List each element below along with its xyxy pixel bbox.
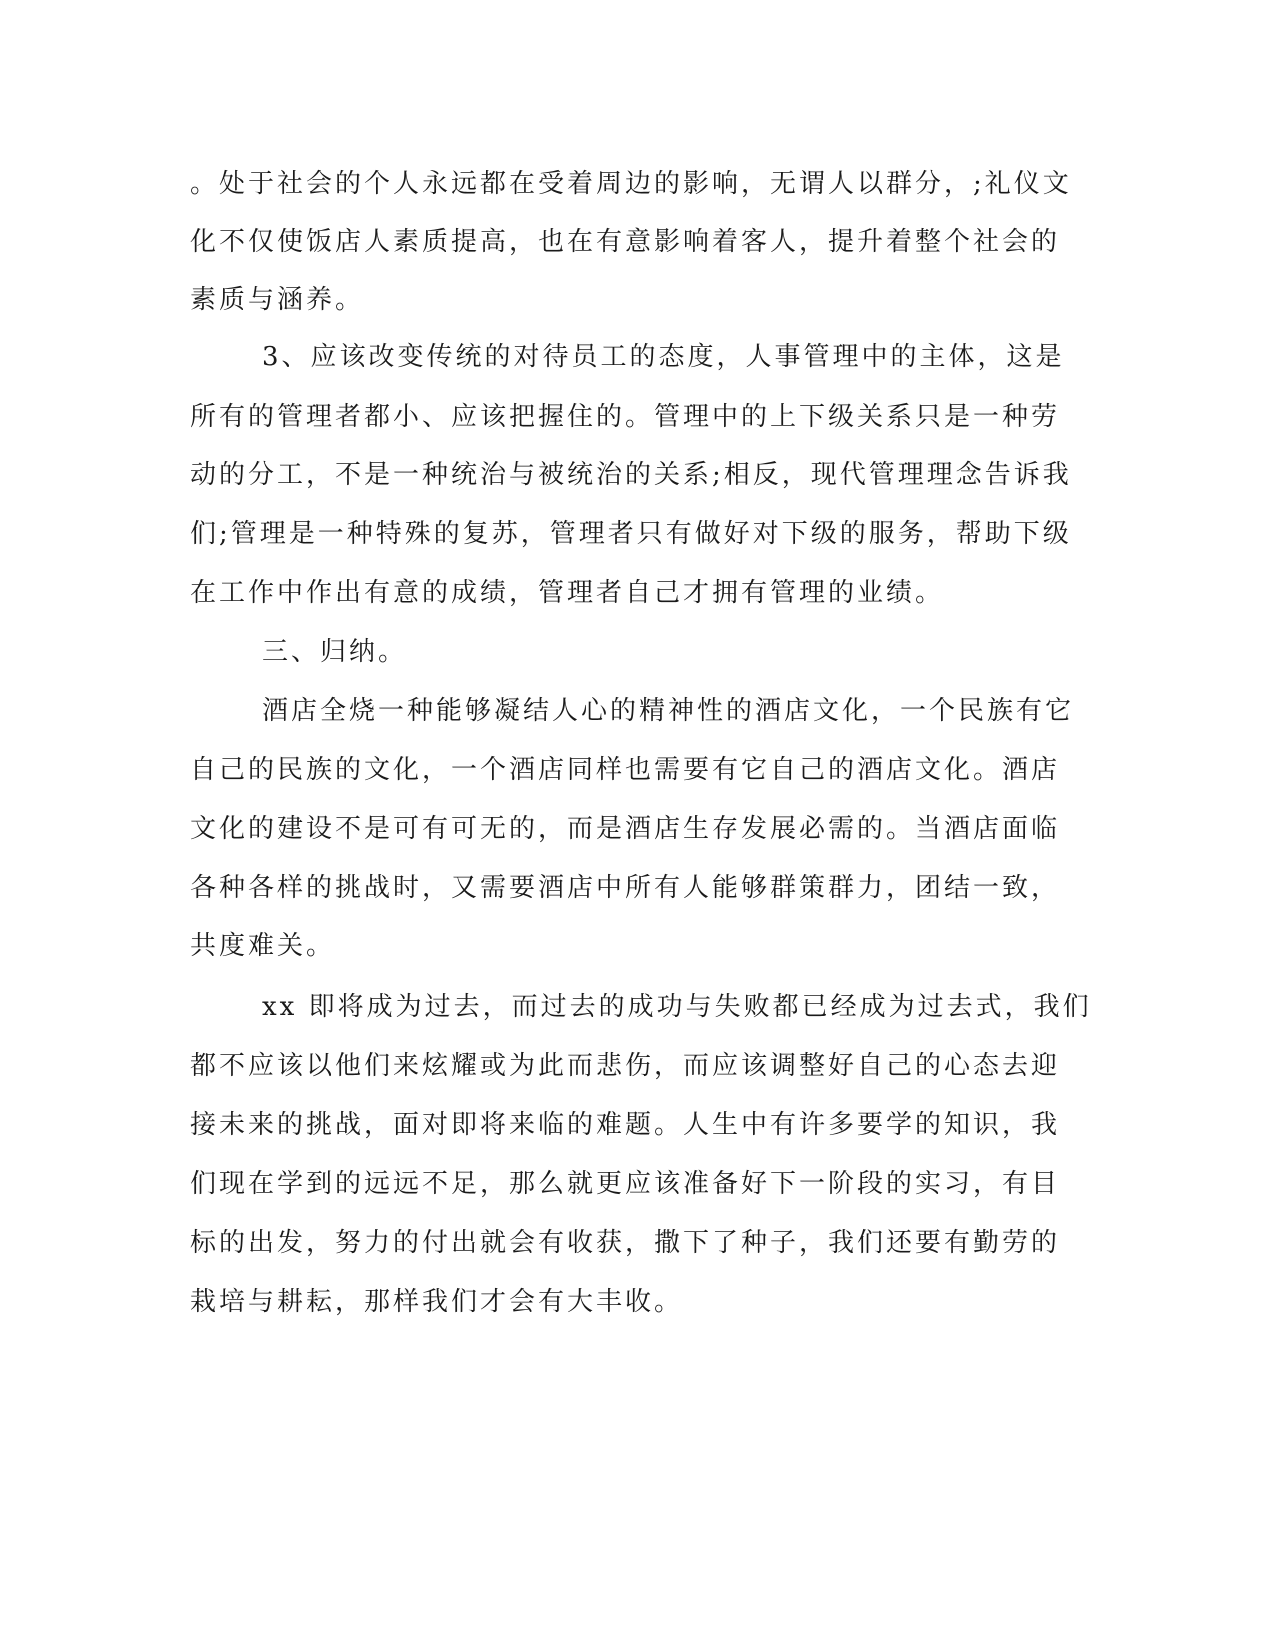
text-line: 。处于社会的个人永远都在受着周边的影响，无谓人以群分，;礼仪文 — [190, 169, 1072, 199]
section-heading: 三、归纳。 — [262, 637, 408, 667]
text-line: 们;管理是一种特殊的复苏，管理者只有做好对下级的服务，帮助下级 — [190, 519, 1072, 549]
text-line: 酒店全烧一种能够凝结人心的精神性的酒店文化，一个民族有它 — [262, 696, 1075, 726]
text-line: 共度难关。 — [190, 931, 336, 961]
text-line: 动的分工，不是一种统治与被统治的关系;相反，现代管理理念告诉我 — [190, 460, 1072, 490]
text-line: 标的出发，努力的付出就会有收获，撒下了种子，我们还要有勤劳的 — [190, 1228, 1061, 1258]
text-line: 自己的民族的文化，一个酒店同样也需要有它自己的酒店文化。酒店 — [190, 755, 1061, 785]
text-line: 各种各样的挑战时，又需要酒店中所有人能够群策群力，团结一致， — [190, 873, 1061, 903]
text-line: 素质与涵养。 — [190, 285, 365, 315]
text-line: xx 即将成为过去，而过去的成功与失败都已经成为过去式，我们 — [262, 992, 1092, 1022]
text-line: 文化的建设不是可有可无的，而是酒店生存发展必需的。当酒店面临 — [190, 814, 1061, 844]
text-line: 3、应该改变传统的对待员工的态度，人事管理中的主体，这是 — [262, 342, 1065, 372]
text-line: 化不仅使饭店人素质提高，也在有意影响着客人，提升着整个社会的 — [190, 227, 1061, 257]
text-line: 们现在学到的远远不足，那么就更应该准备好下一阶段的实习，有目 — [190, 1169, 1061, 1199]
text-line: 所有的管理者都小、应该把握住的。管理中的上下级关系只是一种劳 — [190, 402, 1061, 432]
text-line: 栽培与耕耘，那样我们才会有大丰收。 — [190, 1287, 684, 1317]
text-line: 都不应该以他们来炫耀或为此而悲伤，而应该调整好自己的心态去迎 — [190, 1051, 1061, 1081]
text-line: 接未来的挑战，面对即将来临的难题。人生中有许多要学的知识，我 — [190, 1110, 1061, 1140]
text-line: 在工作中作出有意的成绩，管理者自己才拥有管理的业绩。 — [190, 578, 945, 608]
